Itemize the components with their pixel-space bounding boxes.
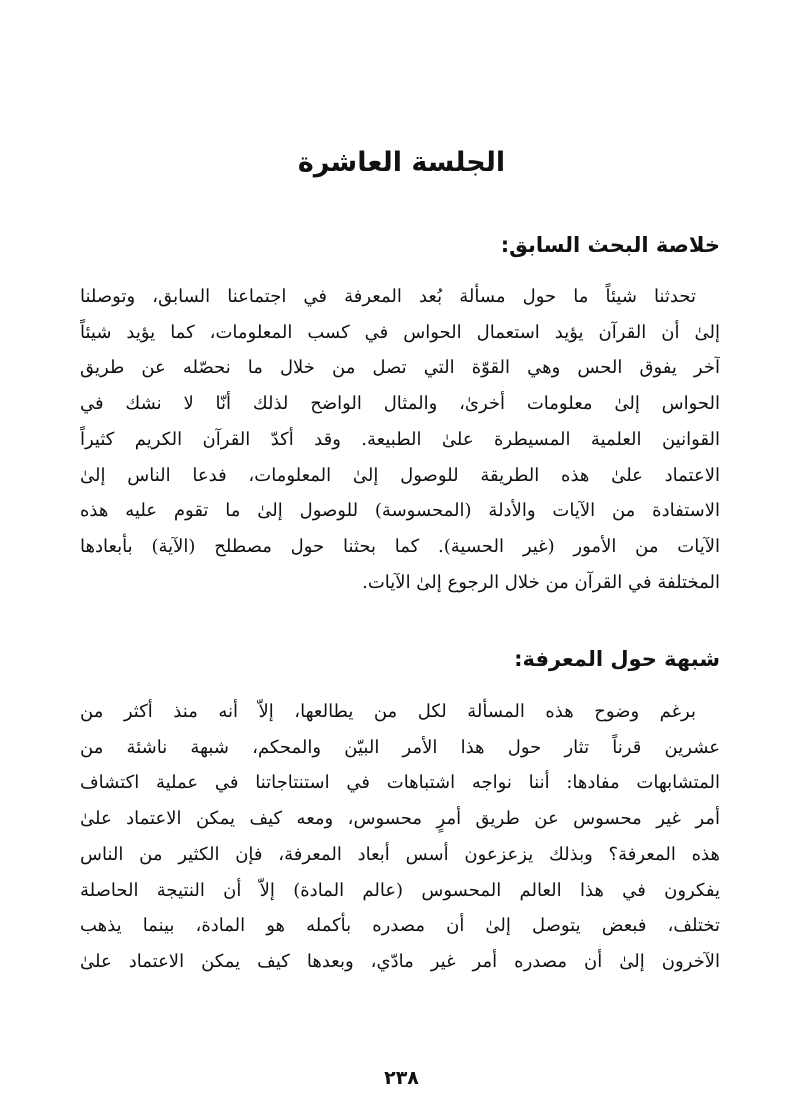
paragraph-line: المختلفة في القرآن من خلال الرجوع إلىٰ الآيات. <box>362 571 720 593</box>
paragraph-line: برغم وضوح هذه المسألة لكل من يطالعها، إلاّ أنه منذ أكثر من <box>80 701 696 722</box>
paragraph-line: أمر غير محسوس عن طريق أمرٍ محسوس، ومعه كيف يمكن الاعتماد علىٰ <box>80 808 720 830</box>
section-heading-knowledge-doubt: شبهة حول المعرفة: <box>514 647 720 671</box>
paragraph-knowledge-doubt <box>80 694 720 980</box>
page-number: ٢٣٨ <box>384 1067 419 1089</box>
paragraph-line: يفكرون في هذا العالم المحسوس (عالم المادة) إلاّ أن النتيجة الحاصلة <box>80 879 720 901</box>
paragraph-line: هذه المعرفة؟ وبذلك يزعزعون أسس أبعاد المعرفة، فإن الكثير من الناس <box>80 843 720 865</box>
paragraph-line: تختلف، فبعض يتوصل إلىٰ أن مصدره بأكمله هو المادة، بينما يذهب <box>80 915 720 937</box>
paragraph-line: الحواس إلىٰ معلومات أخرىٰ، والمثال الواضح لذلك أنّا لا نشك في <box>80 393 720 415</box>
paragraph-line: الاستفادة من الآيات والأدلة (المحسوسة) للوصول إلىٰ ما تقوم عليه هذه <box>80 500 720 522</box>
paragraph-line: الآخرون إلىٰ أن مصدره أمر غير مادّي، وبعدها كيف يمكن الاعتماد علىٰ <box>80 950 720 972</box>
paragraph-line: القوانين العلمية المسيطرة علىٰ الطبيعة. وقد أكدّ القرآن الكريم كثيراً <box>80 428 720 450</box>
paragraph-line: عشرين قرناً تثار حول هذا الأمر البيّن والمحكم، شبهة ناشئة من <box>80 736 720 758</box>
paragraph-previous-summary <box>80 279 720 600</box>
paragraph-line: الآيات من الأمور (غير الحسية). كما بحثنا حول مصطلح (الآية) بأبعادها <box>80 535 720 557</box>
paragraph-line: إلىٰ أن القرآن يؤيد استعمال الحواس في كسب المعلومات، كما يؤيد شيئاً <box>80 321 720 343</box>
paragraph-line: آخر يفوق الحس وهي القوّة التي تصل من خلال ما نحصّله عن طريق <box>80 357 720 379</box>
section-heading-previous-summary: خلاصة البحث السابق: <box>500 233 720 257</box>
paragraph-line: المتشابهات مفادها: أننا نواجه اشتباهات في استنتاجاتنا في عملية اكتشاف <box>80 772 720 794</box>
paragraph-line: تحدثنا شيئاً ما حول مسألة بُعد المعرفة في اجتماعنا السابق، وتوصلنا <box>80 286 696 307</box>
paragraph-line: الاعتماد علىٰ هذه الطريقة للوصول إلىٰ المعلومات، فدعا الناس إلىٰ <box>80 464 720 486</box>
session-title: الجلسة العاشرة <box>297 147 506 178</box>
